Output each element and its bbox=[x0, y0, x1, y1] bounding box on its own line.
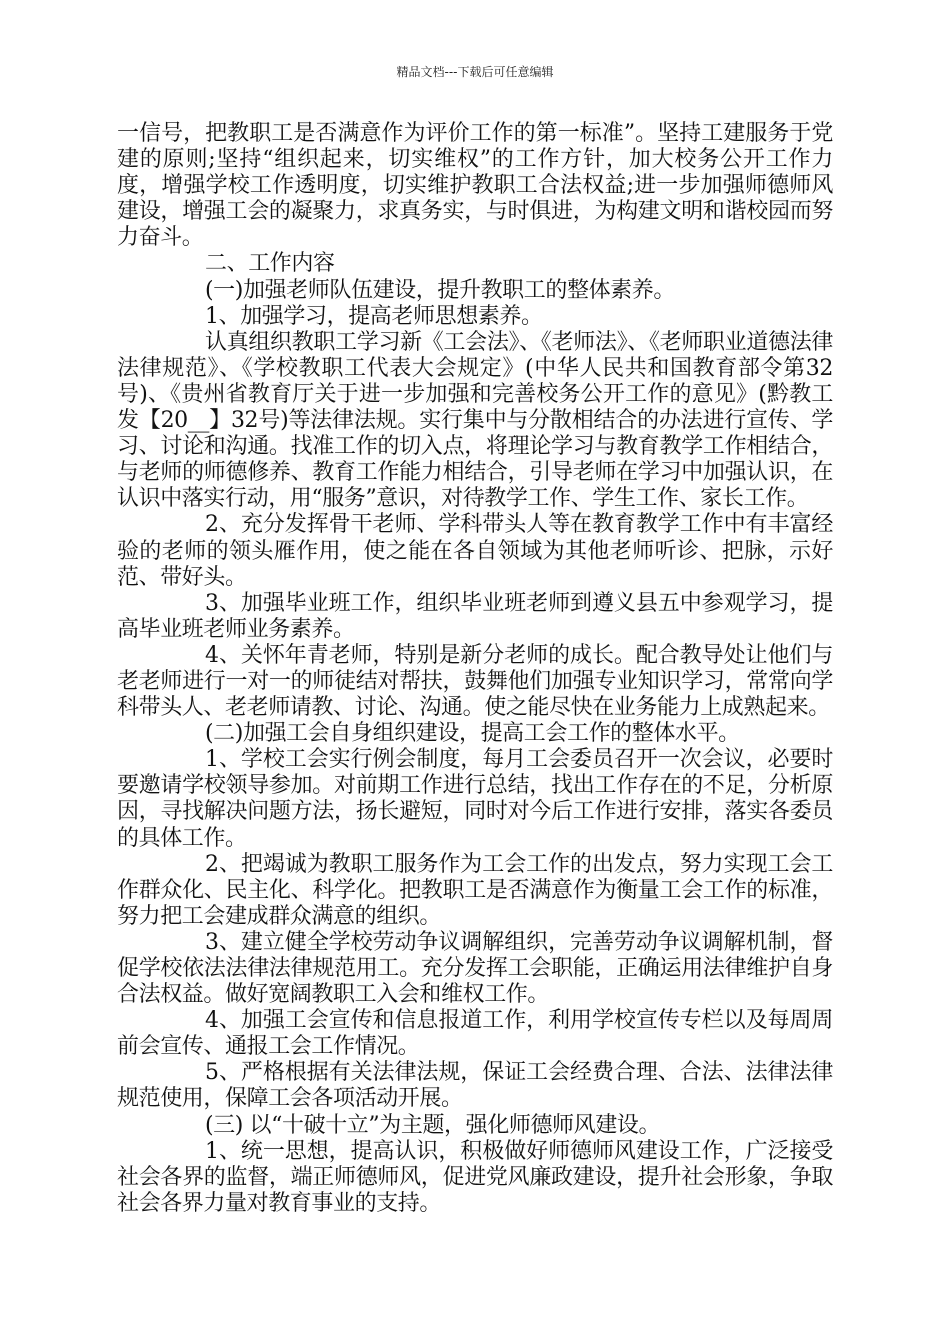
paragraph-study-detail: 认真组织教职工学习新《工会法》、《老师法》、《老师职业道德法律法律规范》、《学校教职工代表大会规定》(中华人民共和国教育部令第32号)、《贵州省教育厅关于进一步加强和完善校务公开工作的意见》(黔教工发【20__】32号)等法律法规。实行集中与分散相结合的办法进行宣传、学习、讨论和沟通。找准工作的切入点，将理论学习与教育教学工作相结合，与老师的师德修养、教育工作能力相结合，引导老师在学习中加强认识，在认识中落实行动，用“服务”意识，对待教学工作、学生工作、家长工作。 bbox=[117, 329, 833, 512]
paragraph-union-item-3: 3、建立健全学校劳动争议调解组织，完善劳动争议调解机制，督促学校依法法律法律规范用工。充分发挥工会职能，正确运用法律维护自身合法权益。做好宽阔教职工入会和维权工作。 bbox=[117, 929, 833, 1008]
paragraph-union-item-4: 4、加强工会宣传和信息报道工作，利用学校宣传专栏以及每周周前会宣传、通报工会工作情况。 bbox=[117, 1008, 833, 1060]
paragraph-union-item-1: 1、学校工会实行例会制度，每月工会委员召开一次会议，必要时要邀请学校领导参加。对前期工作进行总结，找出工作存在的不足，分析原因，寻找解决问题方法，扬长避短，同时对今后工作进行安排，落实各委员的具体工作。 bbox=[117, 747, 833, 851]
paragraph-union-item-2: 2、把竭诚为教职工服务作为工会工作的出发点，努力实现工会工作群众化、民主化、科学化。把教职工是否满意作为衡量工会工作的标准，努力把工会建成群众满意的组织。 bbox=[117, 851, 833, 929]
subsection-heading-ethics: (三) 以“十破十立”为主题，强化师德师风建设。 bbox=[205, 1112, 661, 1138]
page-header: 精品文档---下载后可任意编辑 bbox=[396, 65, 554, 79]
paragraph-item-3: 3、加强毕业班工作，组织毕业班老师到遵义县五中参观学习，提高毕业班老师业务素养。 bbox=[117, 590, 833, 642]
paragraph-ethics-item-1: 1、统一思想，提高认识，积极做好师德师风建设工作，广泛接受社会各界的监督，端正师德师风，促进党风廉政建设，提升社会形象，争取社会各界力量对教育事业的支持。 bbox=[117, 1138, 833, 1216]
item-heading-study: 1、加强学习，提高老师思想素养。 bbox=[205, 303, 543, 329]
paragraph-union-item-5: 5、严格根据有关法律法规，保证工会经费合理、合法、法律法律规范使用，保障工会各项活动开展。 bbox=[117, 1060, 833, 1112]
paragraph-item-2: 2、充分发挥骨干老师、学科带头人等在教育教学工作中有丰富经验的老师的领头雁作用，使之能在各自领域为其他老师听诊、把脉，示好范、带好头。 bbox=[117, 512, 833, 590]
section-heading-work-content: 二、工作内容 bbox=[205, 251, 335, 277]
paragraph-item-4: 4、关怀年青老师，特别是新分老师的成长。配合教导处让他们与老老师进行一对一的师徒结对帮扶，鼓舞他们加强专业知识学习，常常向学科带头人、老老师请教、讨论、沟通。使之能尽快在业务能力上成熟起来。 bbox=[117, 642, 833, 721]
subsection-heading-union-organization: (二)加强工会自身组织建设，提高工会工作的整体水平。 bbox=[205, 721, 740, 747]
subsection-heading-teacher-team: (一)加强老师队伍建设，提升教职工的整体素养。 bbox=[205, 277, 675, 303]
paragraph-intro-continuation: 一信号，把教职工是否满意作为评价工作的第一标准”。坚持工建服务于党建的原则;坚持“组织起来，切实维权”的工作方针，加大校务公开工作力度，增强学校工作透明度，切实维护教职工合法权益;进一步加强师德师风建设，增强工会的凝聚力，求真务实，与时俱进，为构建文明和谐校园而努力奋斗。 bbox=[117, 121, 833, 251]
document-body bbox=[117, 121, 833, 1217]
